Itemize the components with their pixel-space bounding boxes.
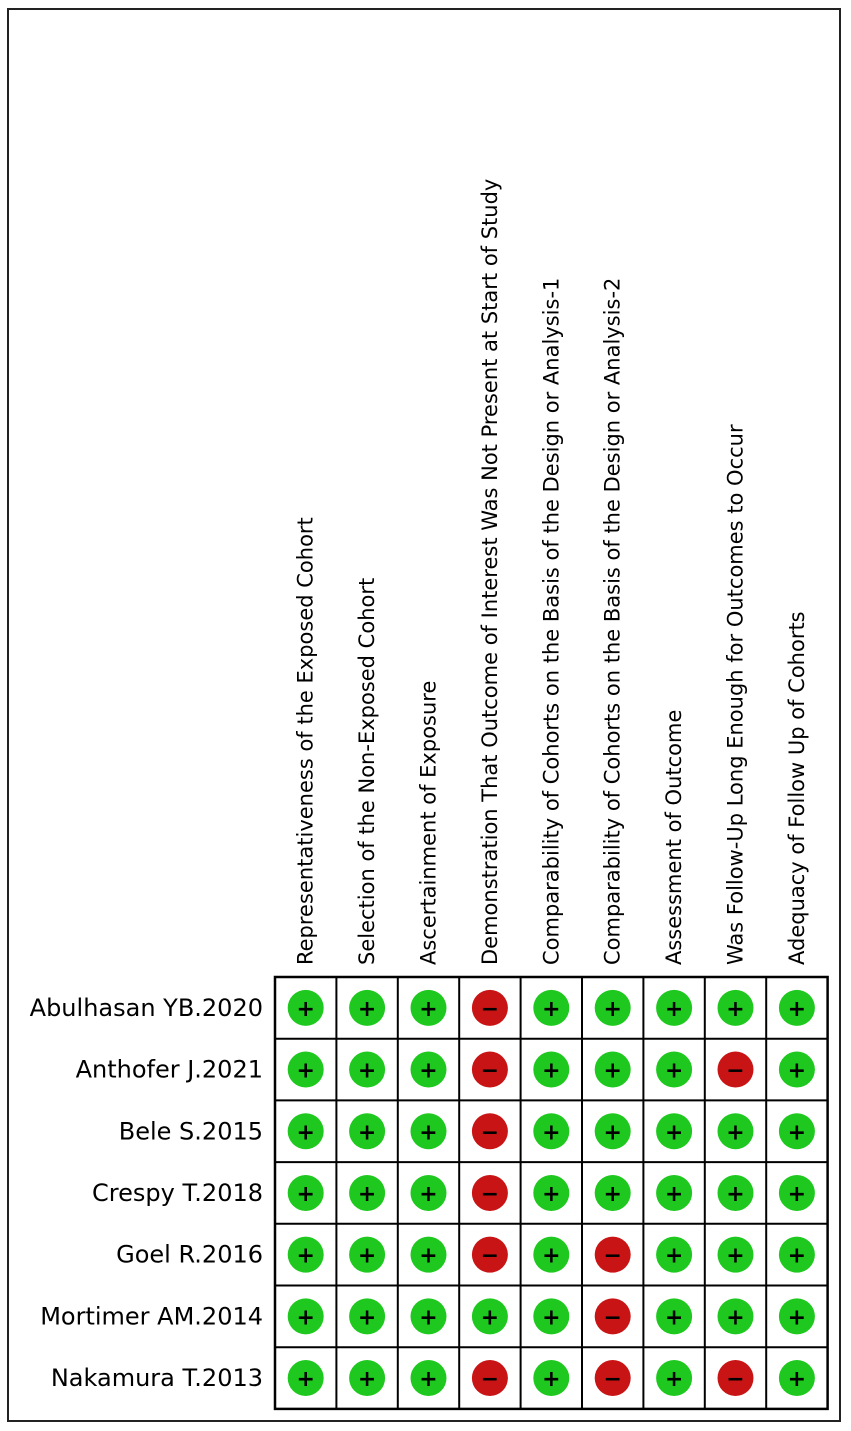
plus-symbol: + xyxy=(664,1058,684,1084)
plus-symbol: + xyxy=(357,1058,377,1084)
plus-symbol: + xyxy=(296,1181,315,1207)
plus-symbol: + xyxy=(542,996,561,1022)
plus-symbol: + xyxy=(542,1305,561,1331)
column-header-1: Representativeness of the Exposed Cohort xyxy=(293,517,318,965)
column-header-3: Ascertainment of Exposure xyxy=(416,680,441,965)
plus-symbol: + xyxy=(787,1367,807,1393)
plus-symbol: + xyxy=(357,1243,377,1269)
plus-symbol: + xyxy=(542,1243,561,1269)
figure-frame xyxy=(7,8,841,1422)
plus-symbol: + xyxy=(542,1120,561,1146)
plus-symbol: + xyxy=(296,1305,315,1331)
plus-symbol: + xyxy=(664,1181,684,1207)
column-header-4: Demonstration That Outcome of Interest Was Not Present at Start of Study xyxy=(477,178,502,965)
row-label-2: Anthofer J.2021 xyxy=(75,1055,263,1084)
plus-symbol: + xyxy=(357,996,377,1022)
plus-symbol: + xyxy=(787,1058,807,1084)
column-header-8: Was Follow-Up Long Enough for Outcomes to Occur xyxy=(723,424,748,965)
minus-symbol: − xyxy=(603,1367,622,1393)
plus-symbol: + xyxy=(419,996,438,1022)
plus-symbol: + xyxy=(726,1120,745,1146)
plus-symbol: + xyxy=(357,1305,377,1331)
plus-symbol: + xyxy=(664,1243,684,1269)
plus-symbol: + xyxy=(419,1058,438,1084)
plus-symbol: + xyxy=(726,1243,745,1269)
plus-symbol: + xyxy=(664,1367,684,1393)
plus-symbol: + xyxy=(296,1243,315,1269)
plus-symbol: + xyxy=(603,1181,622,1207)
column-header-2: Selection of the Non-Exposed Cohort xyxy=(355,577,380,965)
plus-symbol: + xyxy=(357,1181,377,1207)
column-header-9: Adequacy of Follow Up of Cohorts xyxy=(784,611,809,965)
risk-of-bias-table xyxy=(9,10,843,1424)
plus-symbol: + xyxy=(542,1058,561,1084)
plus-symbol: + xyxy=(664,1305,684,1331)
minus-symbol: − xyxy=(603,1305,622,1331)
column-header-6: Comparability of Cohorts on the Basis of the Design or Analysis-2 xyxy=(600,277,625,965)
minus-symbol: − xyxy=(603,1243,622,1269)
plus-symbol: + xyxy=(787,1120,807,1146)
plus-symbol: + xyxy=(787,1181,807,1207)
plus-symbol: + xyxy=(787,1305,807,1331)
plus-symbol: + xyxy=(542,1367,561,1393)
row-label-3: Bele S.2015 xyxy=(118,1117,263,1146)
plus-symbol: + xyxy=(787,1243,807,1269)
minus-symbol: − xyxy=(480,1120,500,1146)
plus-symbol: + xyxy=(787,996,807,1022)
minus-symbol: − xyxy=(480,1181,500,1207)
plus-symbol: + xyxy=(603,1120,622,1146)
plus-symbol: + xyxy=(542,1181,561,1207)
plus-symbol: + xyxy=(603,996,622,1022)
plus-symbol: + xyxy=(664,1120,684,1146)
plus-symbol: + xyxy=(419,1367,438,1393)
plus-symbol: + xyxy=(296,1120,315,1146)
plus-symbol: + xyxy=(296,1367,315,1393)
plus-symbol: + xyxy=(664,996,684,1022)
row-label-6: Mortimer AM.2014 xyxy=(40,1302,263,1331)
row-label-7: Nakamura T.2013 xyxy=(50,1364,263,1393)
minus-symbol: − xyxy=(480,1243,500,1269)
plus-symbol: + xyxy=(419,1181,438,1207)
row-label-4: Crespy T.2018 xyxy=(92,1178,263,1207)
row-label-5: Goel R.2016 xyxy=(116,1240,263,1269)
plus-symbol: + xyxy=(419,1120,438,1146)
plus-symbol: + xyxy=(357,1120,377,1146)
plus-symbol: + xyxy=(480,1305,500,1331)
column-header-5: Comparability of Cohorts on the Basis of the Design or Analysis-1 xyxy=(539,277,564,965)
plus-symbol: + xyxy=(603,1058,622,1084)
plus-symbol: + xyxy=(419,1243,438,1269)
minus-symbol: − xyxy=(726,1367,745,1393)
row-label-1: Abulhasan YB.2020 xyxy=(29,993,263,1022)
plus-symbol: + xyxy=(726,996,745,1022)
column-header-7: Assessment of Outcome xyxy=(662,709,687,965)
plus-symbol: + xyxy=(726,1181,745,1207)
plus-symbol: + xyxy=(726,1305,745,1331)
minus-symbol: − xyxy=(480,1367,500,1393)
plus-symbol: + xyxy=(357,1367,377,1393)
plus-symbol: + xyxy=(296,996,315,1022)
plus-symbol: + xyxy=(296,1058,315,1084)
minus-symbol: − xyxy=(726,1058,745,1084)
plus-symbol: + xyxy=(419,1305,438,1331)
minus-symbol: − xyxy=(480,1058,500,1084)
minus-symbol: − xyxy=(480,996,500,1022)
